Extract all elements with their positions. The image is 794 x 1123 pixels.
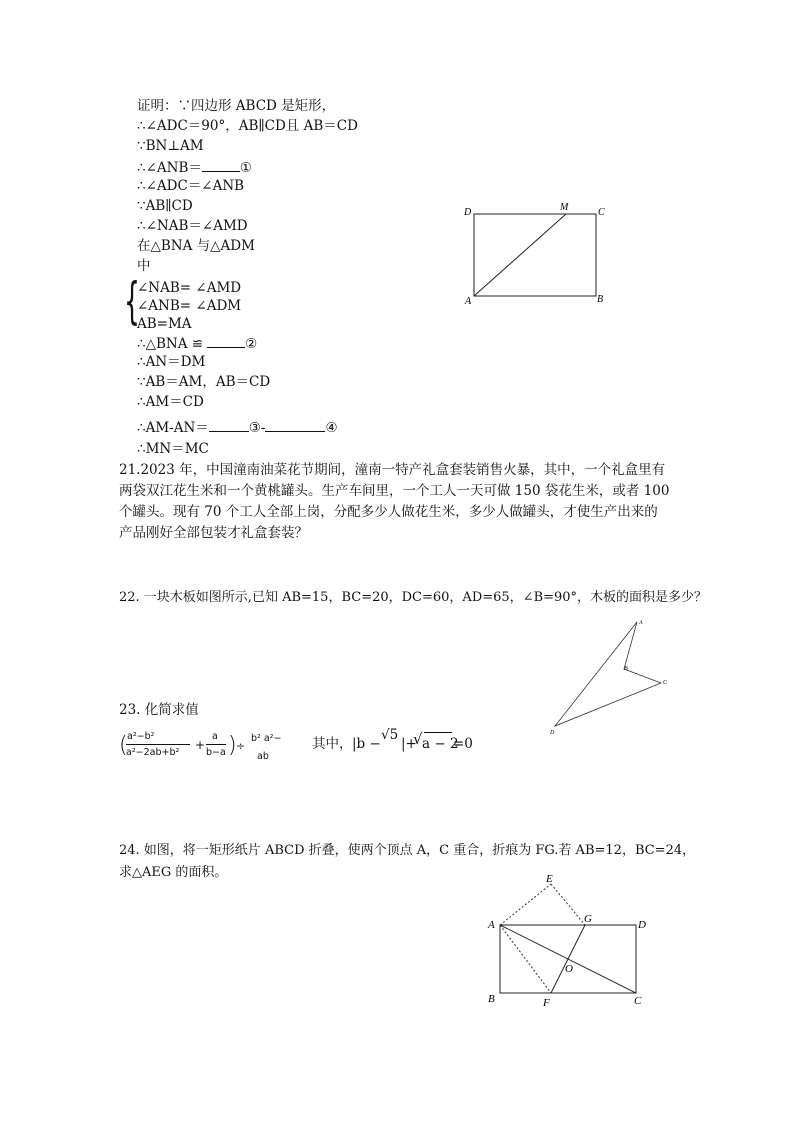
condition-mid: |+ xyxy=(401,736,417,752)
label-b: B xyxy=(597,294,604,305)
circle-1: ① xyxy=(239,160,252,176)
board-outline xyxy=(555,622,661,726)
q24-label-c: C xyxy=(634,995,642,1007)
proof-line-13: ∴AM＝CD xyxy=(137,394,204,410)
brace-line-3: AB=MA xyxy=(137,316,192,332)
q21-line-3: 个罐头。现有 70 个工人全部上岗，分配多少人做花生米，多少人做罐头，才使生产出来的 xyxy=(119,504,658,520)
proof-line-5: ∴∠ADC＝∠ANB xyxy=(137,178,245,194)
dashed-eg xyxy=(551,884,585,925)
proof-line-2: ∴∠ADC＝90°，AB∥CD且 AB＝CD xyxy=(137,118,358,134)
proof-line-8: 在△BNA 与△ADM xyxy=(137,238,255,254)
proof-line-4-text: ∴∠ANB＝ xyxy=(137,160,202,176)
fraction-2-denominator: b−a xyxy=(206,747,226,758)
paren-open: ( xyxy=(119,733,128,758)
dashed-af xyxy=(500,925,551,993)
q22-label-c: C xyxy=(663,680,668,686)
q22-text: 22. 一块木板如图所示,已知 AB=15，BC=20，DC=60，AD=65，∠B=90°，木板的面积是多少？ xyxy=(119,590,708,605)
blank-2 xyxy=(207,334,245,348)
circle-3: ③- xyxy=(248,420,266,436)
q22-label-d: D xyxy=(550,730,555,736)
q22-label-b: B xyxy=(624,666,628,672)
circle-2: ② xyxy=(245,336,258,352)
fraction-1-numerator: a²−b² xyxy=(127,731,155,742)
rectangle-abcd xyxy=(474,214,596,296)
rectangle-figure xyxy=(455,198,615,310)
brace-line-2: ∠ANB= ∠ADM xyxy=(137,298,242,314)
q24-label-a: A xyxy=(488,919,495,931)
proof-line-4 xyxy=(137,158,252,176)
proof-line-14 xyxy=(137,418,338,436)
condition-prefix: 其中， xyxy=(312,736,353,752)
condition-sqrt5: √5 xyxy=(381,727,399,743)
fold-line-gf xyxy=(551,925,585,993)
q24-label-g: G xyxy=(584,913,592,925)
fraction-2-bar xyxy=(206,744,226,745)
condition-eq: =0 xyxy=(453,736,473,752)
fraction-1-denominator: a²−2ab+b² xyxy=(126,747,180,758)
q22-label-a: A xyxy=(639,620,643,626)
q24-label-b: B xyxy=(488,993,495,1005)
proof-line-15: ∴MN＝MC xyxy=(137,441,209,457)
board-figure xyxy=(540,612,680,740)
segment-am xyxy=(474,214,566,296)
q24-label-f: F xyxy=(543,997,550,1009)
proof-line-14-text: ∴AM-AN＝ xyxy=(137,420,209,436)
proof-line-12: ∵AB＝AM，AB＝CD xyxy=(137,374,271,390)
blank-3 xyxy=(209,418,249,432)
plus-sign: + xyxy=(195,738,206,752)
label-m: M xyxy=(560,202,569,213)
q21-line-1: 21.2023 年，中国潼南油菜花节期间，潼南一特产礼盒套装销售火暴，其中，一个礼盒里有 xyxy=(119,462,666,478)
proof-line-7: ∴∠NAB＝∠AMD xyxy=(137,218,248,234)
brace-line-1: ∠NAB= ∠AMD xyxy=(137,280,242,296)
proof-line-11: ∴AN＝DM xyxy=(137,354,206,370)
q24-line-1: 24. 如图，将一矩形纸片 ABCD 折叠，使两个顶点 A，C 重合，折痕为 FG.若 AB=12，BC=24， xyxy=(119,843,696,858)
proof-line-6: ∵AB∥CD xyxy=(137,198,193,214)
fraction-3-numerator: b² a²− xyxy=(251,733,282,744)
proof-line-10-text: ∴△BNA ≌ xyxy=(137,336,204,352)
sqrt-vinculum xyxy=(424,732,452,733)
circle-4: ④ xyxy=(325,420,338,436)
brace-symbol: { xyxy=(124,272,140,330)
dashed-ae xyxy=(500,884,551,925)
q24-label-o: O xyxy=(565,963,573,975)
divide-sign: ÷ xyxy=(236,740,246,753)
q24-line-2: 求△AEG 的面积。 xyxy=(119,865,228,880)
fraction-1-bar xyxy=(126,744,190,745)
fraction-2-numerator: a xyxy=(212,731,218,742)
blank-4 xyxy=(265,418,325,432)
q24-label-e: E xyxy=(546,873,553,885)
condition-sqrt: √ xyxy=(413,730,423,748)
condition-b: |b − xyxy=(352,736,381,752)
label-c: C xyxy=(598,207,605,218)
proof-line-1: 证明：∵四边形 ABCD 是矩形， xyxy=(137,98,336,114)
paren-close: ) xyxy=(228,733,237,758)
label-a: A xyxy=(465,296,472,307)
q21-line-2: 两袋双江花生米和一个黄桃罐头。生产车间里，一个工人一天可做 150 袋花生米，或者 100 xyxy=(119,483,670,499)
condition-radicand: a − 2 xyxy=(422,736,459,752)
label-d: D xyxy=(464,207,472,218)
q21-line-4: 产品刚好全部包装才礼盒套装？ xyxy=(119,525,308,541)
proof-line-9: 中 xyxy=(137,258,151,274)
proof-line-3: ∵BN⊥AM xyxy=(137,138,204,154)
fraction-3-denominator: ab xyxy=(257,751,269,762)
q24-label-d: D xyxy=(638,919,646,931)
q23-title: 23. 化简求值 xyxy=(119,702,199,718)
blank-1 xyxy=(202,158,240,172)
proof-line-10 xyxy=(137,334,257,352)
fold-figure xyxy=(484,870,650,1012)
